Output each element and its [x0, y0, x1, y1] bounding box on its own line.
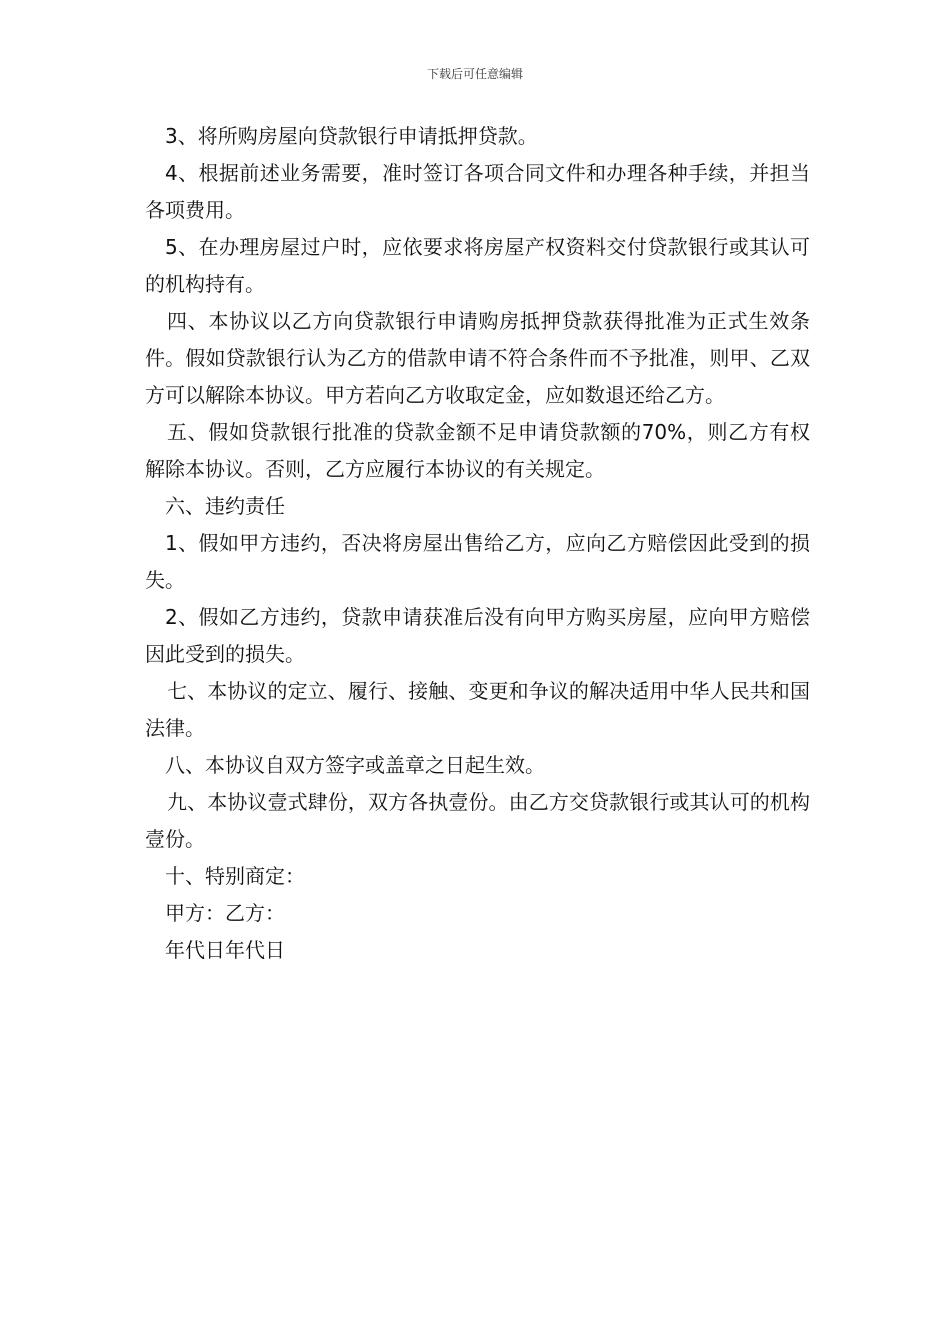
paragraph-article-8: 八、本协议自双方签字或盖章之日起生效。 [165, 753, 545, 777]
signature-parties: 甲方：乙方： [165, 901, 285, 925]
paragraph-clause-3-3: 3、将所购房屋向贷款银行申请抵押贷款。 [165, 124, 538, 148]
paragraph-article-9: 九、本协议壹式肆份，双方各执壹份。由乙方交贷款银行或其认可的机构壹份。 [145, 790, 810, 851]
paragraph-article-5: 五、假如贷款银行批准的贷款金额不足申请贷款额的70%，则乙方有权解除本协议。否则，乙方应履行本协议的有关规定。 [145, 420, 810, 481]
paragraph-clause-3-5: 5、在办理房屋过户时，应依要求将房屋产权资料交付贷款银行或其认可的机构持有。 [145, 235, 810, 296]
paragraph-clause-6-2: 2、假如乙方违约，贷款申请获准后没有向甲方购买房屋，应向甲方赔偿因此受到的损失。 [145, 605, 810, 666]
paragraph-article-4: 四、本协议以乙方向贷款银行申请购房抵押贷款获得批准为正式生效条件。假如贷款银行认为乙方的借款申请不符合条件而不予批准，则甲、乙双方可以解除本协议。甲方若向乙方收取定金，应如数退还给乙方。 [145, 309, 810, 407]
paragraph-article-7: 七、本协议的定立、履行、接触、变更和争议的解决适用中华人民共和国法律。 [145, 679, 810, 740]
signature-dates: 年代日年代日 [165, 938, 285, 962]
paragraph-article-10: 十、特别商定： [165, 864, 305, 888]
paragraph-clause-6-1: 1、假如甲方违约，否决将房屋出售给乙方，应向乙方赔偿因此受到的损失。 [145, 531, 810, 592]
paragraph-article-6-heading: 六、违约责任 [165, 494, 285, 518]
document-body [145, 118, 810, 969]
paragraph-clause-3-4: 4、根据前述业务需要，准时签订各项合同文件和办理各种手续，并担当各项费用。 [145, 161, 810, 222]
page-header: 下载后可任意编辑 [426, 67, 523, 81]
